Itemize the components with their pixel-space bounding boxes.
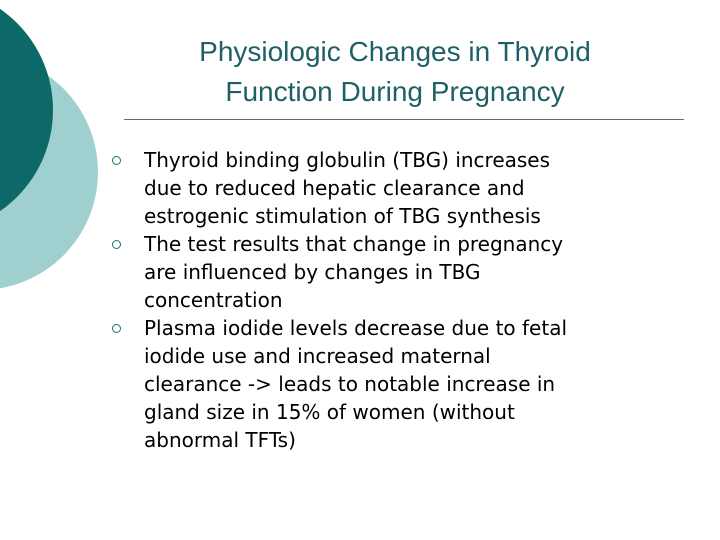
bullet-line: concentration — [144, 288, 283, 312]
bullet-line: are influenced by changes in TBG — [144, 260, 481, 284]
title-line-2: Function During Pregnancy — [225, 76, 565, 107]
slide-title — [110, 32, 680, 112]
hollow-circle-icon — [112, 156, 121, 165]
title-line-1: Physiologic Changes in Thyroid — [199, 36, 591, 67]
bullet-item — [112, 146, 692, 230]
bullet-item — [112, 230, 692, 314]
hollow-circle-icon — [112, 324, 121, 333]
bullet-line: The test results that change in pregnancy — [144, 232, 564, 256]
decorative-circles — [0, 0, 120, 300]
hollow-circle-icon — [112, 240, 121, 249]
bullet-line: Plasma iodide levels decrease due to fetal — [144, 316, 568, 340]
bullet-item — [112, 314, 692, 454]
bullet-line: clearance -> leads to notable increase in — [144, 372, 556, 396]
bullet-line: iodide use and increased maternal — [144, 344, 491, 368]
title-divider — [124, 119, 684, 120]
bullet-line: due to reduced hepatic clearance and — [144, 176, 525, 200]
bullet-line: estrogenic stimulation of TBG synthesis — [144, 204, 541, 228]
bullet-line: abnormal TFTs) — [144, 428, 296, 452]
bullet-list — [112, 146, 692, 454]
bullet-line: gland size in 15% of women (without — [144, 400, 515, 424]
bullet-line: Thyroid binding globulin (TBG) increases — [144, 148, 551, 172]
